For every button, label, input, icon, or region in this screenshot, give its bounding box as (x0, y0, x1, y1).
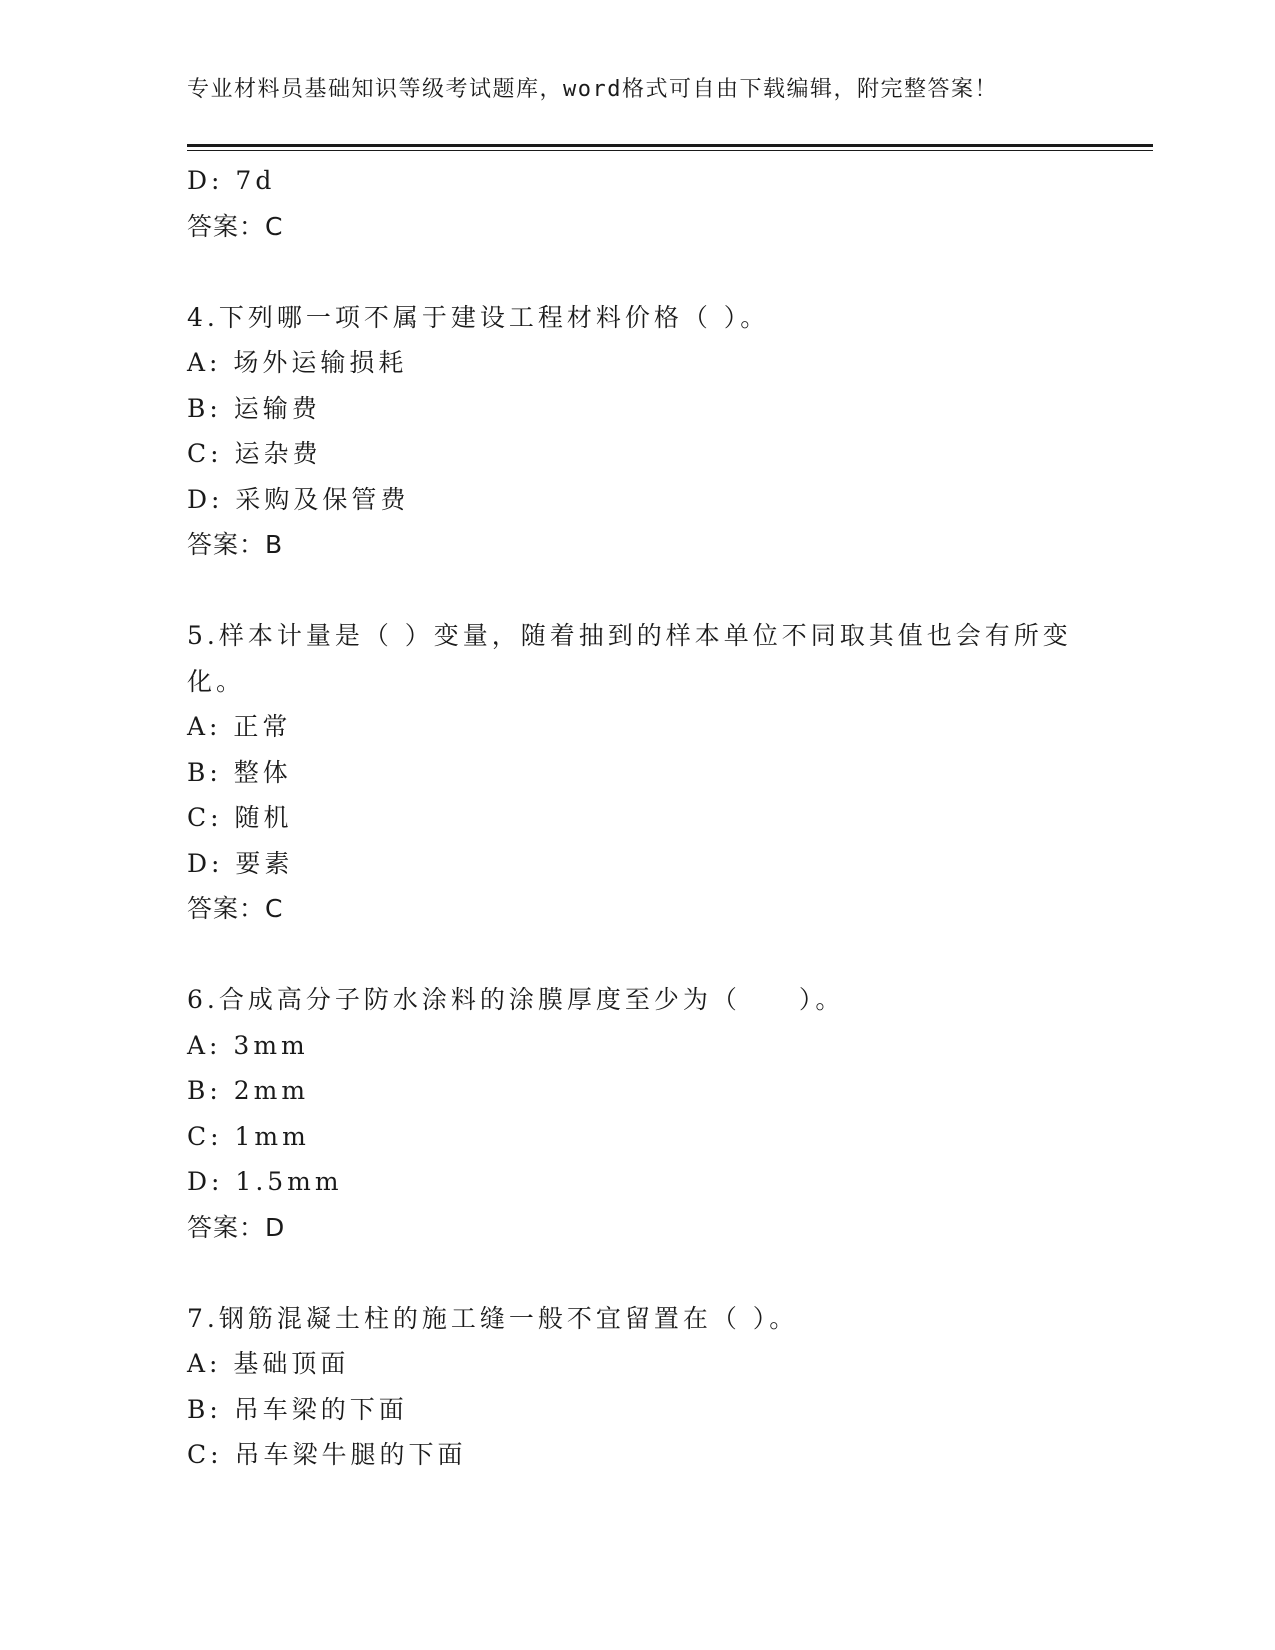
question-stem: 4.下列哪一项不属于建设工程材料价格（ ）。 (187, 302, 770, 332)
option-b: B: 吊车梁的下面 (187, 1394, 408, 1424)
question-stem: 7.钢筋混凝土柱的施工缝一般不宜留置在（ ）。 (187, 1303, 799, 1333)
question-stem: 5.样本计量是（ ）变量，随着抽到的样本单位不同取其值也会有所变 (187, 621, 1072, 650)
header-divider-thin (187, 150, 1153, 151)
option-d: D: 1.5mm (187, 1167, 343, 1196)
spacer (187, 932, 1087, 978)
option-a: A: 基础顶面 (187, 1349, 350, 1378)
option-c: C: 运杂费 (187, 439, 322, 468)
option-b: B: 2mm (187, 1076, 310, 1105)
question-content (187, 158, 1087, 1478)
question-stem: 6.合成高分子防水涂料的涂膜厚度至少为（ ）。 (187, 985, 845, 1014)
answer-line: 答案：B (187, 530, 284, 559)
page-header: 专业材料员基础知识等级考试题库，word格式可自由下载编辑，附完整答案！ (187, 77, 998, 102)
answer-line: 答案：C (187, 211, 284, 241)
spacer (187, 249, 1087, 295)
option-c: C: 吊车梁牛腿的下面 (187, 1440, 467, 1469)
answer-line: 答案：C (187, 894, 284, 923)
option-c: C: 随机 (187, 803, 293, 832)
option-b: B: 整体 (187, 757, 292, 787)
option-d: D: 要素 (187, 848, 294, 878)
option-b: B: 运输费 (187, 393, 321, 423)
option-d: D: 采购及保管费 (187, 484, 410, 514)
option-d: D: 7d (187, 166, 276, 195)
option-a: A: 正常 (187, 712, 292, 741)
spacer (187, 1250, 1087, 1296)
header-divider-thick (187, 144, 1153, 147)
spacer (187, 568, 1087, 614)
option-a: A: 3mm (187, 1030, 309, 1060)
option-c: C: 1mm (187, 1121, 310, 1151)
question-stem-continuation: 化。 (187, 666, 246, 696)
option-a: A: 场外运输损耗 (187, 348, 408, 377)
answer-line: 答案：D (187, 1212, 286, 1242)
